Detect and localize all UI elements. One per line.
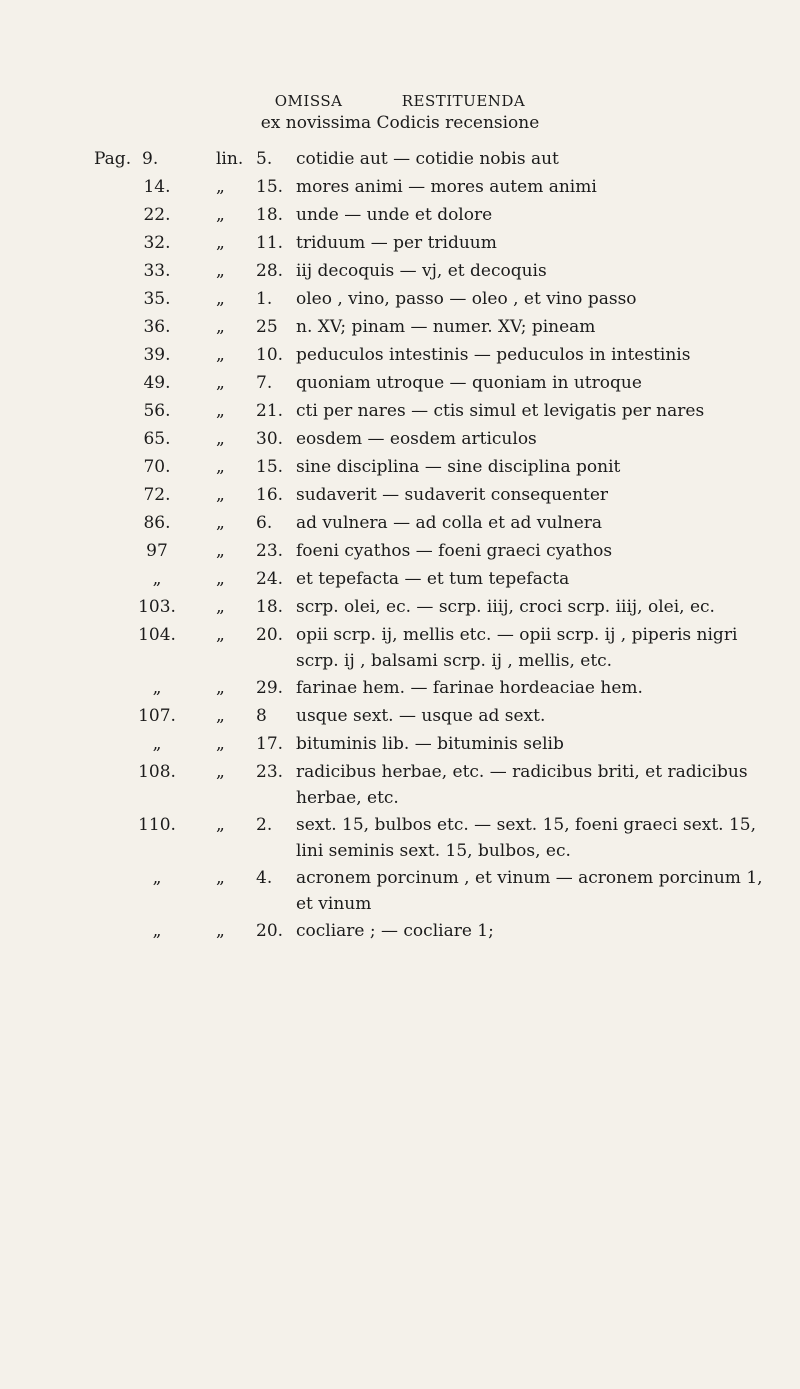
page-number: 70.	[143, 457, 171, 477]
lin-label: „	[216, 485, 225, 505]
line-number: 4.	[256, 868, 273, 888]
line-number: 20.	[256, 921, 284, 941]
lin-label: „	[216, 513, 225, 533]
page-number: 14.	[143, 177, 171, 197]
line-number: 28.	[256, 261, 284, 281]
correction-text: n. XV; pinam — numer. XV; pineam	[296, 317, 596, 337]
line-number: 25	[256, 317, 278, 337]
errata-row	[118, 313, 778, 341]
errata-row	[118, 811, 778, 864]
line-number: 2.	[256, 815, 273, 835]
page-number: 32.	[143, 233, 171, 253]
lin-label: „	[216, 678, 225, 698]
correction-text: sine disciplina — sine disciplina ponit	[296, 457, 621, 477]
line-number: 1.	[256, 289, 273, 309]
errata-row	[118, 341, 778, 369]
line-number: 17.	[256, 734, 284, 754]
errata-list	[94, 145, 778, 945]
errata-row	[118, 425, 778, 453]
page-number: 35.	[143, 289, 171, 309]
correction-text: farinae hem. — farinae hordeaciae hem.	[296, 678, 643, 698]
errata-row	[118, 730, 778, 758]
correction-text: bituminis lib. — bituminis selib	[296, 734, 564, 754]
lin-label: „	[216, 597, 225, 617]
page-number: „	[152, 734, 162, 754]
correction-text: oleo , vino, passo — oleo , et vino passo	[296, 289, 637, 309]
errata-row	[94, 145, 778, 173]
page-number: 65.	[143, 429, 171, 449]
correction-text: cotidie aut — cotidie nobis aut	[296, 149, 559, 169]
errata-row	[118, 537, 778, 565]
errata-row	[118, 201, 778, 229]
errata-row	[118, 369, 778, 397]
correction-text: unde — unde et dolore	[296, 205, 493, 225]
line-number: 24.	[256, 569, 284, 589]
lin-label: „	[216, 205, 225, 225]
page-number: 49.	[143, 373, 171, 393]
line-number: 15.	[256, 457, 284, 477]
lin-label: „	[216, 921, 225, 941]
errata-row	[118, 509, 778, 537]
correction-text: usque sext. — usque ad sext.	[296, 706, 546, 726]
page-number: 33.	[143, 261, 171, 281]
line-number: 23.	[256, 541, 284, 561]
page-number: 39.	[143, 345, 171, 365]
correction-text: ad vulnera — ad colla et ad vulnera	[296, 513, 603, 533]
correction-text: sudaverit — sudaverit consequenter	[296, 485, 609, 505]
line-number: 30.	[256, 429, 284, 449]
errata-row	[118, 674, 778, 702]
correction-text: triduum — per triduum	[296, 233, 497, 253]
lin-label: „	[216, 868, 225, 888]
page-number: „	[152, 569, 162, 589]
errata-row	[118, 397, 778, 425]
correction-text: et tepefacta — et tum tepefacta	[296, 569, 570, 589]
correction-text: foeni cyathos — foeni graeci cyathos	[296, 541, 613, 561]
page-number: 22.	[143, 205, 171, 225]
correction-text: mores animi — mores autem animi	[296, 177, 597, 197]
correction-text: cti per nares — ctis simul et levigatis per nares	[296, 401, 705, 421]
header-columns	[0, 92, 800, 110]
line-number: 18.	[256, 205, 284, 225]
correction-text: acronem porcinum , et vinum — acronem porcinum 1, et vinum	[296, 868, 763, 914]
correction-text: scrp. olei, ec. — scrp. iiij, croci scrp. iiij, olei, ec.	[296, 597, 715, 617]
page-number: 72.	[143, 485, 171, 505]
errata-row	[118, 285, 778, 313]
lin-label: „	[216, 569, 225, 589]
page-number: 97	[146, 541, 168, 561]
correction-text: sext. 15, bulbos etc. — sext. 15, foeni graeci sext. 15, lini seminis sext. 15, bulbos, ec.	[296, 815, 757, 861]
page-number: „	[152, 868, 162, 888]
page-number: 108.	[138, 762, 176, 782]
page-number: 104.	[138, 625, 176, 645]
errata-row	[118, 173, 778, 201]
errata-row	[118, 758, 778, 811]
correction-text: radicibus herbae, etc. — radicibus briti, et radicibus herbae, etc.	[296, 762, 748, 808]
lin-label: „	[216, 233, 225, 253]
line-number: 18.	[256, 597, 284, 617]
correction-text: quoniam utroque — quoniam in utroque	[296, 373, 642, 393]
errata-row	[118, 481, 778, 509]
lin-label: „	[216, 261, 225, 281]
errata-row	[118, 864, 778, 917]
page-number: 56.	[143, 401, 171, 421]
errata-row	[118, 917, 778, 945]
line-number: 23.	[256, 762, 284, 782]
page-number: 9.	[142, 149, 159, 169]
lin-label: „	[216, 815, 225, 835]
errata-row	[118, 229, 778, 257]
lin-label: „	[216, 401, 225, 421]
correction-text: cocliare ; — cocliare 1;	[296, 921, 494, 941]
line-number: 7.	[256, 373, 273, 393]
header-subtitle: ex novissima Codicis recensione	[260, 113, 540, 133]
page-number: „	[152, 678, 162, 698]
page-header	[0, 92, 800, 133]
errata-row	[118, 621, 778, 674]
correction-text: peduculos intestinis — peduculos in intestinis	[296, 345, 691, 365]
line-number: 21.	[256, 401, 284, 421]
correction-text: iij decoquis — vj, et decoquis	[296, 261, 547, 281]
lin-label: „	[216, 177, 225, 197]
line-number: 11.	[256, 233, 284, 253]
line-number: 6.	[256, 513, 273, 533]
line-number: 8	[256, 706, 267, 726]
lin-label: „	[216, 289, 225, 309]
errata-row	[118, 565, 778, 593]
page-number: 86.	[143, 513, 171, 533]
line-number: 16.	[256, 485, 284, 505]
page-number: 107.	[138, 706, 176, 726]
errata-row	[118, 702, 778, 730]
lin-label: „	[216, 625, 225, 645]
restituenda-heading: RESTITUENDA	[401, 92, 526, 110]
page-number: 110.	[138, 815, 176, 835]
lin-label: „	[216, 706, 225, 726]
lin-label: „	[216, 317, 225, 337]
page-number: 103.	[138, 597, 176, 617]
line-number: 29.	[256, 678, 284, 698]
pag-label: Pag.	[94, 149, 132, 169]
lin-label: „	[216, 373, 225, 393]
lin-label: „	[216, 762, 225, 782]
errata-row	[118, 453, 778, 481]
lin-label: „	[216, 457, 225, 477]
lin-label: lin.	[216, 149, 244, 169]
errata-row	[118, 593, 778, 621]
page-number: „	[152, 921, 162, 941]
line-number: 15.	[256, 177, 284, 197]
line-number: 10.	[256, 345, 284, 365]
lin-label: „	[216, 429, 225, 449]
correction-text: opii scrp. ij, mellis etc. — opii scrp. ij , piperis nigri scrp. ij , balsami scrp. ij , mellis, etc.	[296, 625, 738, 671]
errata-row	[118, 257, 778, 285]
page-number: 36.	[143, 317, 171, 337]
line-number: 5.	[256, 149, 273, 169]
lin-label: „	[216, 345, 225, 365]
lin-label: „	[216, 541, 225, 561]
correction-text: eosdem — eosdem articulos	[296, 429, 537, 449]
lin-label: „	[216, 734, 225, 754]
line-number: 20.	[256, 625, 284, 645]
omissa-heading: OMISSA	[274, 92, 343, 110]
